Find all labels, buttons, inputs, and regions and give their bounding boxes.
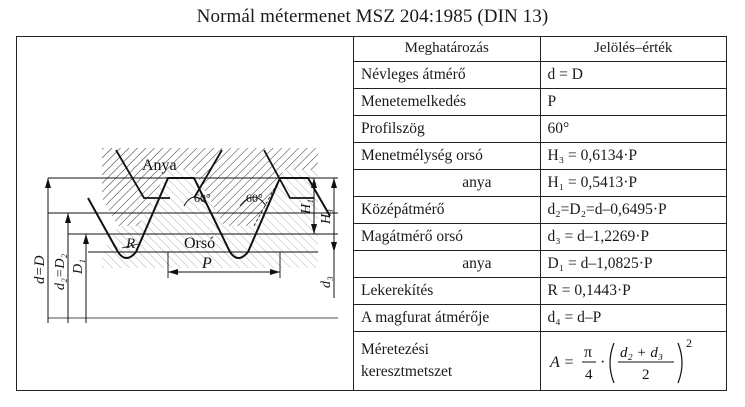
row-label: Magátmérő orsó [354,223,541,250]
table-row [354,115,727,142]
area-label-line1: Méretezési [361,340,429,358]
table-row [354,304,727,331]
table-header-row [354,37,727,62]
table-row [354,142,727,169]
row-value: P [540,88,727,115]
label-d1: D₁ [71,259,86,274]
formula-four: 4 [585,366,593,383]
row-label: anya [354,169,541,196]
area-label-line2: keresztmetszet [361,362,453,380]
row-value: d = D [540,61,727,88]
row-label: Lekerekítés [354,277,541,304]
table-row [354,196,727,223]
label-angle-right: 60° [246,191,263,205]
table-row [354,223,727,250]
row-value: H₃ = 0,6134·P [540,142,727,169]
row-label: anya [354,250,541,277]
table-row-area [354,331,727,390]
row-value: d₂=D₂=d–0,6495·P [540,196,727,223]
area-label [354,331,541,390]
label-d3: d₃ [319,276,334,288]
label-p: P [202,255,212,272]
label-r: R [126,236,136,252]
formula-pi: π [584,343,593,361]
row-value: D₁ = d–1,0825·P [540,250,727,277]
label-h1: H₁ [299,199,314,214]
label-h3: H₃ [319,209,334,224]
row-label: Profilszög [354,115,541,142]
formula-denominator: 2 [642,366,650,383]
label-anya: Anya [142,157,177,174]
row-label: Menetemelkedés [354,88,541,115]
formula-numerator: d₂ + d₃ [620,344,664,361]
area-formula [548,333,718,389]
label-angle-left: 60° [194,191,211,205]
table-row [354,250,727,277]
header-definition: Meghatározás [354,37,541,62]
row-label: A magfurat átmérője [354,304,541,331]
label-d-eq-D: d=D [32,255,48,284]
row-value: d₄ = d–P [540,304,727,331]
formula-dot: · [600,353,606,371]
spec-table [353,36,727,391]
label-orso: Orsó [184,235,216,252]
row-value: H₁ = 0,5413·P [540,169,727,196]
thread-profile-diagram [18,38,354,389]
table-row [354,88,727,115]
label-d2-eq-D2: d₂=D₂ [53,253,68,290]
formula-lhs: A = [550,353,575,371]
row-label: Névleges átmérő [354,61,541,88]
row-value: d₃ = d–1,2269·P [540,223,727,250]
formula-exponent: 2 [686,335,693,350]
row-value: R = 0,1443·P [540,277,727,304]
row-label: Középátmérő [354,196,541,223]
table-row [354,61,727,88]
row-label: Menetmélység orsó [354,142,541,169]
table-row [354,169,727,196]
table-row [354,277,727,304]
page-title: Normál métermenet MSZ 204:1985 (DIN 13) [196,6,549,27]
area-formula-cell [540,331,727,390]
header-designation: Jelölés–érték [540,37,727,62]
row-value: 60° [540,115,727,142]
